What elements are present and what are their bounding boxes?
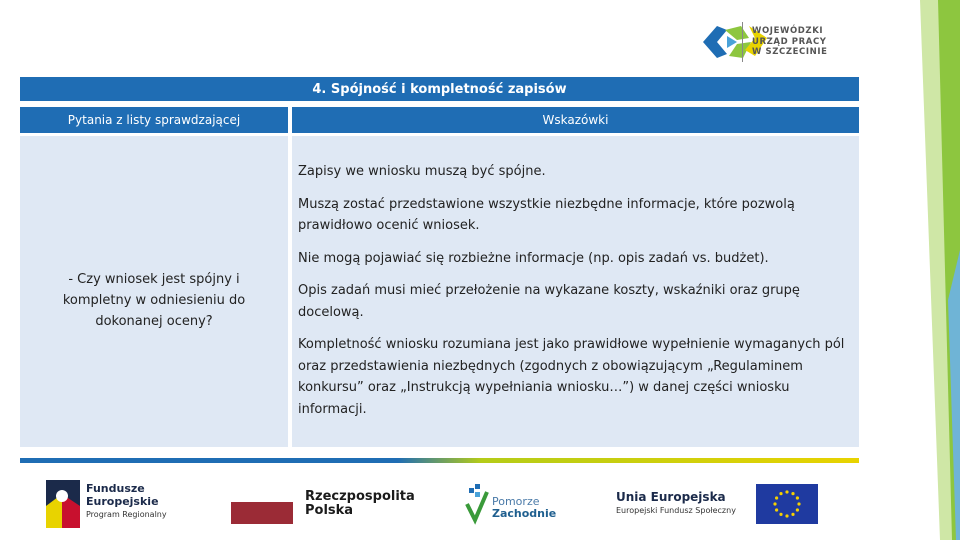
footer-logos [20,468,859,540]
logo-separator [742,22,743,62]
fe-subtitle: Program Regionalny [86,510,167,519]
wup-logo-text [752,26,828,58]
question-cell [20,136,288,447]
hint-paragraph: Zapisy we wniosku muszą być spójne. [298,164,546,179]
column-header-hints: Wskazówki [292,107,859,133]
rp-text [305,490,415,518]
column-header-questions: Pytania z listy sprawdzającej [20,107,288,133]
hint-paragraph: Kompletność wniosku rozumiana jest jako prawidłowe wypełnienie wymaganych pól oraz przedstawienia niezbędnych (zgodnych z obowiązującym „Regulaminem konkursu” oraz „Instrukcją wypełniania wniosku…”) w danej części wniosku informacji. [298,337,845,417]
fe-line-2: Europejskie [86,495,159,508]
eu-line-1: Unia Europejska [616,490,726,504]
polish-flag-red [231,502,293,524]
wup-line-3: W SZCZECINIE [752,47,828,57]
funds-europe-logo-icon [44,476,92,532]
question-text: - Czy wniosek jest spójny i kompletny w odniesieniu do dokonanej oceny? [62,272,246,329]
hint-paragraph: Muszą zostać przedstawione wszystkie niezbędne informacje, które pozwolą prawidłowo ocenić wniosek. [298,196,795,233]
pz-line-1: Pomorze [492,495,540,508]
decorative-corner-shapes [860,0,960,540]
fe-line-1: Fundusze [86,482,145,495]
rp-line-2: Polska [305,503,354,518]
rp-line-1: Rzeczpospolita [305,489,415,504]
hint-paragraph: Nie mogą pojawiać się rozbieżne informacje (np. opis zadań vs. budżet). [298,250,769,266]
eu-flag-icon [756,484,818,524]
eu-subtitle: Europejski Fundusz Społeczny [616,506,736,515]
pz-text [492,496,556,520]
polish-flag-white [231,482,293,502]
funds-europe-text [86,482,167,521]
table-title: 4. Spójność i kompletność zapisów [20,77,859,103]
footer-color-stripe [20,458,859,463]
pz-line-2: Zachodnie [492,507,557,520]
hint-paragraph: Opis zadań musi mieć przełożenie na wykazane koszty, wskaźniki oraz grupę docelową. [298,283,800,320]
hints-cell [292,136,859,447]
eu-text [616,490,736,518]
wup-line-2: URZĄD PRACY [752,36,827,47]
wup-line-1: WOJEWÓDZKI [752,26,824,36]
